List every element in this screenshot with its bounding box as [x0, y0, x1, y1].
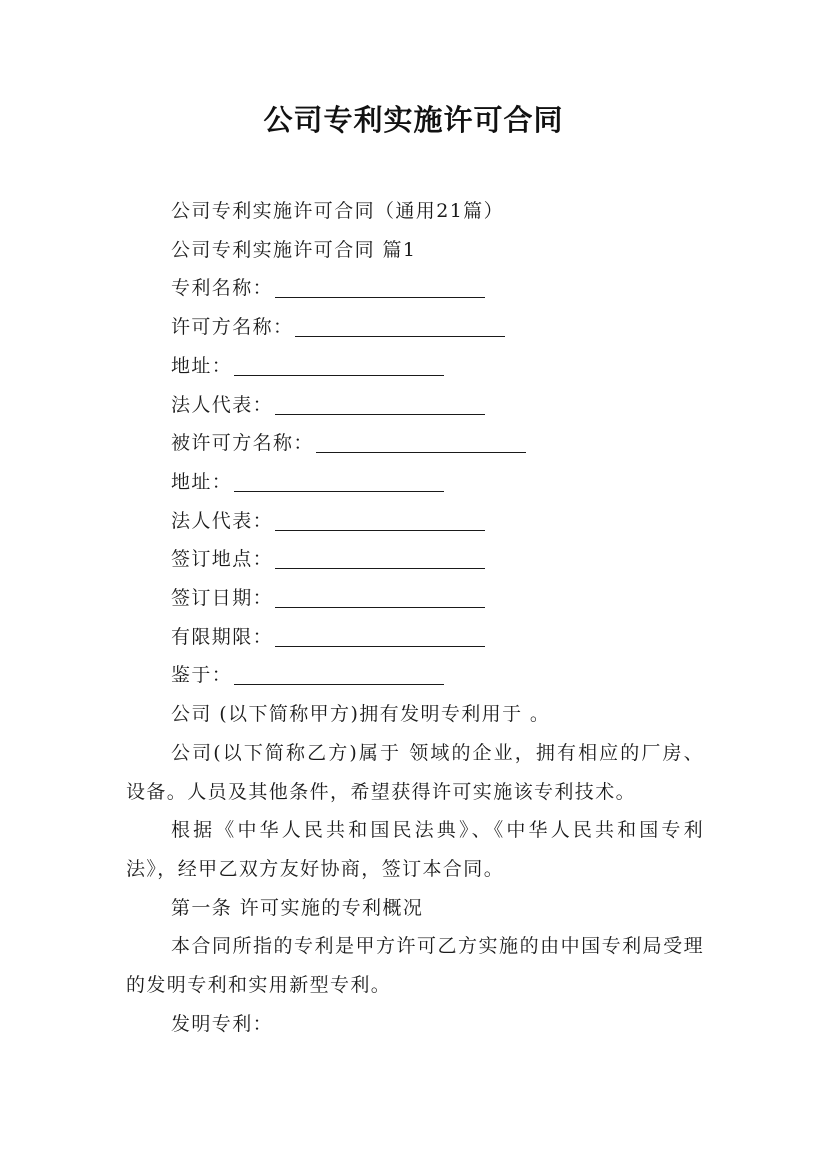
- field-label: 法人代表：: [171, 509, 274, 532]
- fill-in-blank: [234, 469, 444, 492]
- field-whereas: [126, 656, 704, 695]
- fill-in-blank: [275, 508, 485, 531]
- document-subtitle: 公司专利实施许可合同（通用21篇）: [171, 200, 504, 222]
- fill-in-blank: [295, 314, 505, 337]
- field-label: 地址：: [171, 470, 233, 493]
- field-signing-date: [126, 579, 704, 618]
- paragraph-party-b: 公司(以下简称乙方)属于 领域的企业，拥有相应的厂房、设备。人员及其他条件，希望获得许可实施该专利技术。: [126, 741, 704, 803]
- field-licensee-address: [126, 463, 704, 502]
- field-label: 被许可方名称：: [171, 432, 314, 455]
- paragraph-party-a: 公司 (以下简称甲方)拥有发明专利用于 。: [171, 703, 551, 726]
- section-heading: 公司专利实施许可合同 篇1: [171, 238, 417, 261]
- field-label: 签订日期：: [171, 587, 274, 610]
- field-label: 有限期限：: [171, 625, 274, 648]
- paragraph-patent-scope: 本合同所指的专利是甲方许可乙方实施的由中国专利局受理的发明专利和实用新型专利。: [126, 935, 704, 997]
- article-1-heading: 第一条 许可实施的专利概况: [171, 896, 424, 919]
- fill-in-blank: [275, 275, 485, 298]
- field-licensor-representative: [126, 386, 704, 425]
- fill-in-blank: [234, 353, 444, 376]
- field-label: 鉴于：: [171, 664, 233, 687]
- fill-in-blank: [275, 392, 485, 415]
- paragraph-legal-basis: 根据《中华人民共和国民法典》、《中华人民共和国专利法》，经甲乙双方友好协商，签订本合同。: [126, 819, 704, 880]
- field-licensee-name: [126, 424, 704, 463]
- fill-in-blank: [275, 624, 485, 647]
- field-label: 地址：: [171, 354, 233, 377]
- field-label: 签订地点：: [171, 548, 274, 571]
- field-signing-place: [126, 540, 704, 579]
- field-licensor-address: [126, 347, 704, 386]
- fill-in-blank: [275, 585, 485, 608]
- field-label: 专利名称：: [171, 277, 274, 300]
- document-title: 公司专利实施许可合同: [263, 103, 564, 137]
- field-licensor-name: [126, 308, 704, 347]
- field-label: 法人代表：: [171, 393, 274, 416]
- fill-in-blank: [234, 662, 444, 685]
- field-licensee-representative: [126, 502, 704, 541]
- paragraph-invention-patent: 发明专利：: [171, 1012, 274, 1035]
- field-validity-period: [126, 618, 704, 657]
- field-patent-name: [126, 269, 704, 308]
- fill-in-blank: [316, 430, 526, 453]
- document-body: [126, 192, 704, 1043]
- fill-in-blank: [275, 546, 485, 569]
- field-label: 许可方名称：: [171, 316, 294, 339]
